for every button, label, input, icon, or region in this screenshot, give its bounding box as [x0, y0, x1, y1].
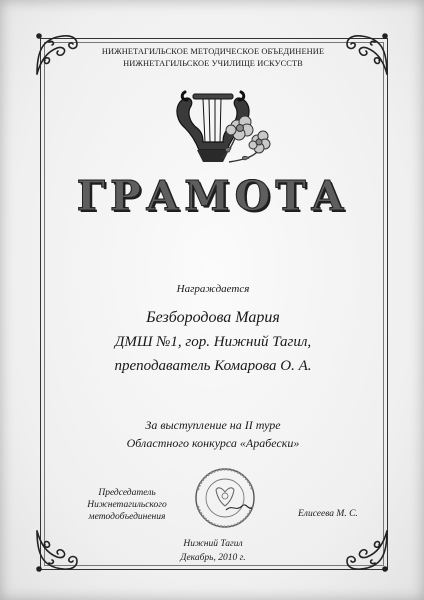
award-reason-line-1: За выступление на II туре — [145, 418, 281, 432]
recipient-name: Безбородова Мария — [146, 309, 280, 326]
issue-date: Декабрь, 2010 г. — [180, 553, 246, 563]
recipient-teacher: преподаватель Комарова О. А. — [114, 358, 312, 374]
awarded-label: Награждается — [176, 283, 250, 295]
signer-name: Елисеева М. С. — [298, 509, 358, 519]
recipient-school: ДМШ №1, гор. Нижний Тагил, — [114, 334, 312, 350]
certificate-title: ГРАМОТА — [76, 172, 350, 220]
lyre-with-flowers-icon — [165, 78, 275, 178]
award-reason-line-2: Областного конкурса «Арабески» — [126, 436, 300, 450]
signatory-title-line-1: Председатель — [98, 488, 156, 498]
signatory-title — [72, 487, 182, 523]
city: Нижний Тагил — [183, 539, 243, 549]
organization-line-1: НИЖНЕТАГИЛЬСКОЕ МЕТОДИЧЕСКОЕ ОБЪЕДИНЕНИЕ — [101, 47, 325, 56]
signatory-title-line-3: методобъединения — [88, 512, 166, 522]
round-seal-icon — [186, 466, 264, 530]
signatory-title-line-2: Нижнетагильского — [87, 500, 167, 510]
ornament-corner-icon — [33, 527, 81, 575]
organization-line-2: НИЖНЕТАГИЛЬСКОЕ УЧИЛИЩЕ ИСКУССТВ — [123, 59, 303, 68]
ornament-corner-icon — [343, 527, 391, 575]
